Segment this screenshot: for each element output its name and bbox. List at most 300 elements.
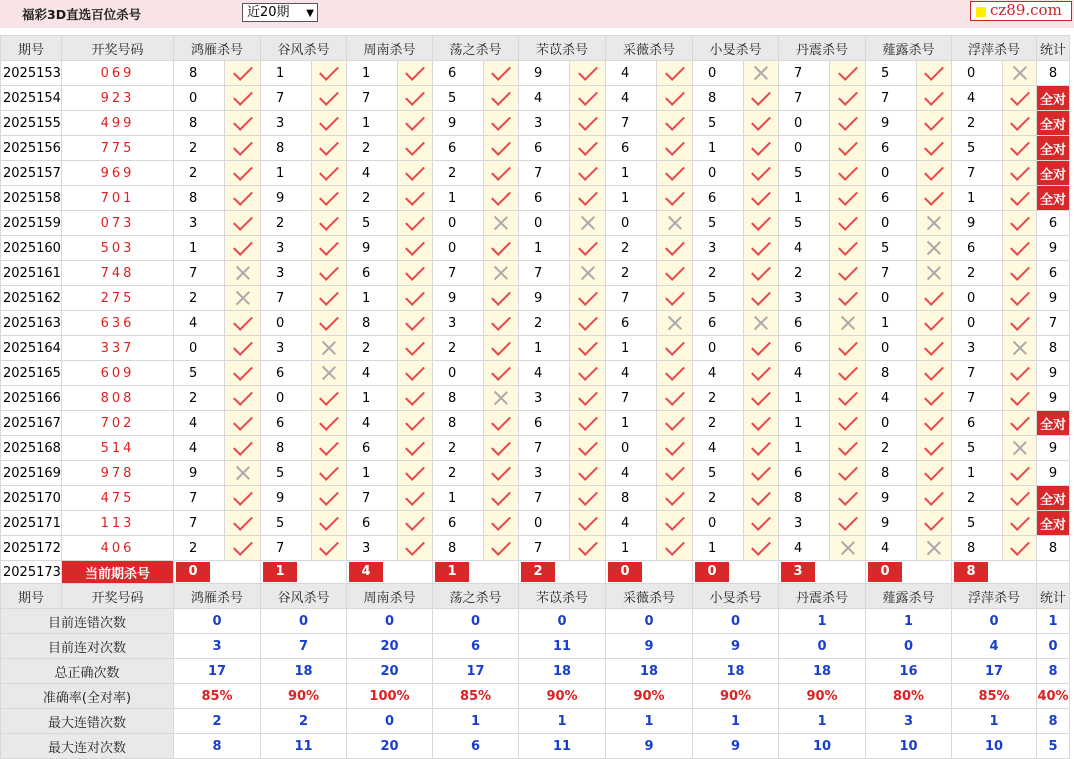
check-icon (665, 136, 685, 156)
check-icon (405, 311, 425, 331)
check-icon (319, 411, 339, 431)
kill-value: 1 (519, 236, 570, 261)
check-icon (665, 461, 685, 481)
period-select[interactable] (242, 3, 318, 22)
kill-value: 5 (779, 161, 830, 186)
result-mark (484, 411, 519, 436)
check-icon (665, 236, 685, 256)
stats-value: 11 (519, 634, 606, 659)
result-mark (398, 486, 433, 511)
result-mark (917, 311, 952, 336)
kill-value: 1 (347, 386, 398, 411)
kill-value: 7 (261, 286, 312, 311)
kill-value: 7 (519, 486, 570, 511)
draw-number: 069 (62, 61, 174, 86)
kill-value: 2 (347, 336, 398, 361)
kill-value: 7 (519, 161, 570, 186)
check-icon (751, 436, 771, 456)
result-mark (570, 186, 606, 211)
kill-value: 5 (693, 211, 744, 236)
result-mark (830, 511, 866, 536)
issue-number: 2025168 (1, 436, 62, 461)
stats-value: 1 (693, 709, 779, 734)
result-mark (657, 161, 693, 186)
kill-value: 0 (866, 286, 917, 311)
result-mark (657, 336, 693, 361)
check-icon (319, 136, 339, 156)
result-mark (570, 436, 606, 461)
kill-value: 0 (261, 311, 312, 336)
result-mark (225, 286, 261, 311)
kill-value: 8 (174, 61, 225, 86)
result-mark (570, 111, 606, 136)
result-mark (744, 536, 779, 561)
result-mark (917, 261, 952, 286)
kill-value: 1 (779, 436, 830, 461)
header-row (1, 584, 1070, 609)
check-icon (751, 211, 771, 231)
kill-value: 5 (952, 436, 1003, 461)
site-logo[interactable] (970, 1, 1072, 21)
check-icon (838, 336, 858, 356)
kill-value: 8 (347, 311, 398, 336)
check-icon (1010, 161, 1030, 181)
check-icon (405, 261, 425, 281)
kill-value: 1 (347, 461, 398, 486)
result-mark (312, 486, 347, 511)
stats-value: 100% (347, 684, 433, 709)
result-mark (917, 236, 952, 261)
check-icon (751, 511, 771, 531)
column-header-stat: 统计 (1037, 36, 1070, 61)
result-mark (657, 86, 693, 111)
current-kill-cell (693, 561, 779, 584)
check-icon (1010, 386, 1030, 406)
kill-value: 8 (606, 486, 657, 511)
check-icon (924, 161, 944, 181)
kill-value: 3 (693, 236, 744, 261)
kill-value: 5 (693, 461, 744, 486)
kill-value: 4 (866, 386, 917, 411)
kill-value: 4 (347, 411, 398, 436)
result-mark (917, 61, 952, 86)
kill-value: 4 (347, 161, 398, 186)
issue-number: 2025162 (1, 286, 62, 311)
result-mark (312, 411, 347, 436)
draw-number: 503 (62, 236, 174, 261)
check-icon (405, 411, 425, 431)
result-mark (744, 436, 779, 461)
kill-value: 6 (433, 511, 484, 536)
draw-number: 475 (62, 486, 174, 511)
kill-value: 5 (866, 61, 917, 86)
check-icon (319, 536, 339, 556)
result-mark (225, 111, 261, 136)
check-icon (665, 86, 685, 106)
stats-value: 18 (779, 659, 866, 684)
issue-number: 2025160 (1, 236, 62, 261)
check-icon (751, 386, 771, 406)
row-stat: 9 (1037, 386, 1070, 411)
result-mark (830, 486, 866, 511)
kill-value: 1 (261, 161, 312, 186)
check-icon (665, 386, 685, 406)
stats-value: 1 (606, 709, 693, 734)
kill-value: 5 (433, 86, 484, 111)
kill-value: 8 (261, 136, 312, 161)
result-mark (312, 161, 347, 186)
result-mark (398, 461, 433, 486)
issue-number: 2025159 (1, 211, 62, 236)
draw-number: 275 (62, 286, 174, 311)
kill-value: 9 (433, 111, 484, 136)
kill-number-table (0, 35, 1070, 759)
result-mark (657, 236, 693, 261)
result-mark (744, 286, 779, 311)
kill-value: 8 (952, 536, 1003, 561)
kill-value: 7 (433, 261, 484, 286)
stats-value: 0 (866, 634, 952, 659)
result-mark (398, 511, 433, 536)
kill-value: 7 (606, 286, 657, 311)
kill-value: 6 (347, 261, 398, 286)
kill-value: 2 (433, 161, 484, 186)
stats-value: 0 (952, 609, 1037, 634)
result-mark (744, 336, 779, 361)
stats-value: 10 (952, 734, 1037, 759)
stats-value: 11 (519, 734, 606, 759)
check-icon (405, 186, 425, 206)
check-icon (319, 86, 339, 106)
check-icon (924, 511, 944, 531)
row-stat: 8 (1037, 336, 1070, 361)
check-icon (751, 461, 771, 481)
kill-value: 0 (433, 361, 484, 386)
result-mark (312, 436, 347, 461)
check-icon (491, 236, 511, 256)
kill-value: 3 (261, 111, 312, 136)
kill-value: 2 (606, 261, 657, 286)
result-mark (1003, 486, 1037, 511)
top-bar (0, 0, 1074, 28)
cross-icon (667, 215, 683, 231)
kill-value: 6 (261, 361, 312, 386)
row-stat: 8 (1037, 536, 1070, 561)
result-mark (744, 211, 779, 236)
result-mark (398, 386, 433, 411)
issue-number: 2025167 (1, 411, 62, 436)
result-mark (570, 261, 606, 286)
result-mark (570, 286, 606, 311)
result-mark (744, 361, 779, 386)
result-mark (830, 286, 866, 311)
result-mark (657, 286, 693, 311)
result-mark (398, 536, 433, 561)
result-mark (570, 486, 606, 511)
check-icon (1010, 236, 1030, 256)
check-icon (751, 486, 771, 506)
kill-value: 6 (433, 136, 484, 161)
check-icon (405, 111, 425, 131)
kill-value: 7 (606, 111, 657, 136)
check-icon (838, 411, 858, 431)
stats-value: 1 (433, 709, 519, 734)
result-mark (917, 386, 952, 411)
result-mark (1003, 136, 1037, 161)
row-stat: 9 (1037, 236, 1070, 261)
check-icon (751, 261, 771, 281)
column-header-expert: 小旻杀号 (693, 36, 779, 61)
check-icon (405, 536, 425, 556)
check-icon (838, 461, 858, 481)
result-mark (830, 461, 866, 486)
row-stat: 9 (1037, 461, 1070, 486)
result-mark (917, 186, 952, 211)
check-icon (665, 186, 685, 206)
result-mark (830, 186, 866, 211)
result-mark (657, 61, 693, 86)
column-header-draw: 开奖号码 (62, 36, 174, 61)
kill-value: 8 (866, 361, 917, 386)
cross-icon (926, 215, 942, 231)
result-mark (1003, 336, 1037, 361)
check-icon (665, 336, 685, 356)
table-row (1, 261, 1070, 286)
result-mark (744, 386, 779, 411)
result-mark (657, 111, 693, 136)
issue-number: 2025172 (1, 536, 62, 561)
check-icon (578, 436, 598, 456)
result-mark (312, 61, 347, 86)
result-mark (398, 436, 433, 461)
column-header-expert: 薤露杀号 (866, 584, 952, 609)
result-mark (398, 136, 433, 161)
kill-value: 9 (433, 286, 484, 311)
kill-value: 2 (174, 136, 225, 161)
check-icon (751, 86, 771, 106)
kill-value: 5 (866, 236, 917, 261)
table-row (1, 161, 1070, 186)
kill-value: 3 (261, 261, 312, 286)
result-mark (225, 411, 261, 436)
stats-row (1, 709, 1070, 734)
issue-number: 2025157 (1, 161, 62, 186)
check-icon (405, 236, 425, 256)
stats-value: 18 (606, 659, 693, 684)
kill-value: 7 (606, 386, 657, 411)
current-kill-cell (261, 561, 347, 584)
table-row (1, 461, 1070, 486)
result-mark (225, 511, 261, 536)
kill-value: 0 (866, 411, 917, 436)
kill-value: 7 (519, 261, 570, 286)
table-row (1, 336, 1070, 361)
kill-value: 9 (952, 211, 1003, 236)
stats-row (1, 634, 1070, 659)
result-mark (744, 486, 779, 511)
kill-value: 6 (779, 311, 830, 336)
draw-number: 748 (62, 261, 174, 286)
column-header-stat: 统计 (1037, 584, 1070, 609)
cross-icon (753, 315, 769, 331)
issue-number: 2025169 (1, 461, 62, 486)
check-icon (924, 411, 944, 431)
check-icon (838, 436, 858, 456)
result-mark (312, 511, 347, 536)
result-mark (312, 261, 347, 286)
cross-icon (321, 365, 337, 381)
check-icon (838, 61, 858, 81)
kill-value: 6 (779, 336, 830, 361)
check-icon (319, 511, 339, 531)
result-mark (398, 111, 433, 136)
check-icon (405, 86, 425, 106)
result-mark (225, 311, 261, 336)
check-icon (838, 386, 858, 406)
draw-number: 113 (62, 511, 174, 536)
check-icon (491, 136, 511, 156)
result-mark (484, 436, 519, 461)
result-mark (744, 61, 779, 86)
check-icon (1010, 311, 1030, 331)
kill-value: 4 (347, 361, 398, 386)
result-mark (225, 161, 261, 186)
stats-value: 11 (261, 734, 347, 759)
kill-value: 1 (606, 411, 657, 436)
kill-value: 3 (174, 211, 225, 236)
result-mark (570, 461, 606, 486)
check-icon (751, 336, 771, 356)
result-mark (917, 161, 952, 186)
check-icon (405, 361, 425, 381)
check-icon (751, 186, 771, 206)
issue-number: 2025156 (1, 136, 62, 161)
stats-value: 1 (952, 709, 1037, 734)
kill-value: 7 (174, 261, 225, 286)
cross-icon (235, 465, 251, 481)
result-mark (225, 436, 261, 461)
result-mark (657, 411, 693, 436)
check-icon (1010, 261, 1030, 281)
check-icon (1010, 111, 1030, 131)
kill-value: 0 (519, 511, 570, 536)
row-stat: 9 (1037, 286, 1070, 311)
result-mark (657, 536, 693, 561)
result-mark (1003, 361, 1037, 386)
draw-number: 775 (62, 136, 174, 161)
kill-value: 2 (174, 286, 225, 311)
check-icon (319, 286, 339, 306)
current-kill-cell (174, 561, 261, 584)
check-icon (578, 161, 598, 181)
result-mark (398, 336, 433, 361)
kill-value: 0 (779, 111, 830, 136)
result-mark (570, 361, 606, 386)
check-icon (319, 436, 339, 456)
column-header-expert: 丹震杀号 (779, 584, 866, 609)
result-mark (1003, 86, 1037, 111)
result-mark (657, 211, 693, 236)
stats-value: 2 (261, 709, 347, 734)
check-icon (838, 186, 858, 206)
cross-icon (667, 315, 683, 331)
check-icon (233, 236, 253, 256)
kill-value: 1 (606, 536, 657, 561)
result-mark (225, 61, 261, 86)
result-mark (744, 461, 779, 486)
check-icon (578, 361, 598, 381)
check-icon (578, 136, 598, 156)
kill-value: 8 (261, 436, 312, 461)
result-mark (1003, 61, 1037, 86)
column-header-expert: 鸿雁杀号 (174, 584, 261, 609)
stats-value: 0 (347, 609, 433, 634)
table-row (1, 61, 1070, 86)
kill-value: 3 (519, 386, 570, 411)
check-icon (924, 61, 944, 81)
check-icon (405, 511, 425, 531)
result-mark (570, 311, 606, 336)
check-icon (665, 161, 685, 181)
draw-number: 923 (62, 86, 174, 111)
result-mark (917, 361, 952, 386)
kill-value: 6 (606, 311, 657, 336)
kill-value: 0 (261, 386, 312, 411)
kill-value: 4 (606, 61, 657, 86)
stats-value: 0 (693, 609, 779, 634)
kill-value: 9 (261, 486, 312, 511)
result-mark (312, 461, 347, 486)
result-mark (570, 411, 606, 436)
kill-value: 3 (261, 236, 312, 261)
check-icon (405, 461, 425, 481)
result-mark (225, 261, 261, 286)
draw-number: 514 (62, 436, 174, 461)
row-stat: 7 (1037, 311, 1070, 336)
kill-value: 0 (433, 236, 484, 261)
draw-number: 073 (62, 211, 174, 236)
result-mark (225, 386, 261, 411)
chevron-down-icon: ▼ (306, 8, 314, 19)
kill-value: 3 (952, 336, 1003, 361)
check-icon (233, 336, 253, 356)
check-icon (233, 211, 253, 231)
result-mark (1003, 461, 1037, 486)
check-icon (751, 536, 771, 556)
stats-row (1, 734, 1070, 759)
table-row (1, 361, 1070, 386)
result-mark (484, 336, 519, 361)
stats-label: 总正确次数 (1, 659, 174, 684)
cross-icon (493, 215, 509, 231)
result-mark (312, 386, 347, 411)
table-row (1, 536, 1070, 561)
kill-value: 5 (952, 511, 1003, 536)
check-icon (233, 386, 253, 406)
draw-number: 636 (62, 311, 174, 336)
column-header-expert: 采薇杀号 (606, 584, 693, 609)
header-row (1, 36, 1070, 61)
issue-number: 2025161 (1, 261, 62, 286)
kill-value: 6 (519, 411, 570, 436)
check-icon (665, 111, 685, 131)
kill-value: 1 (693, 136, 744, 161)
row-stat: 8 (1037, 61, 1070, 86)
result-mark (657, 461, 693, 486)
result-mark (312, 136, 347, 161)
row-stat: 9 (1037, 436, 1070, 461)
current-kill-cell (952, 561, 1037, 584)
